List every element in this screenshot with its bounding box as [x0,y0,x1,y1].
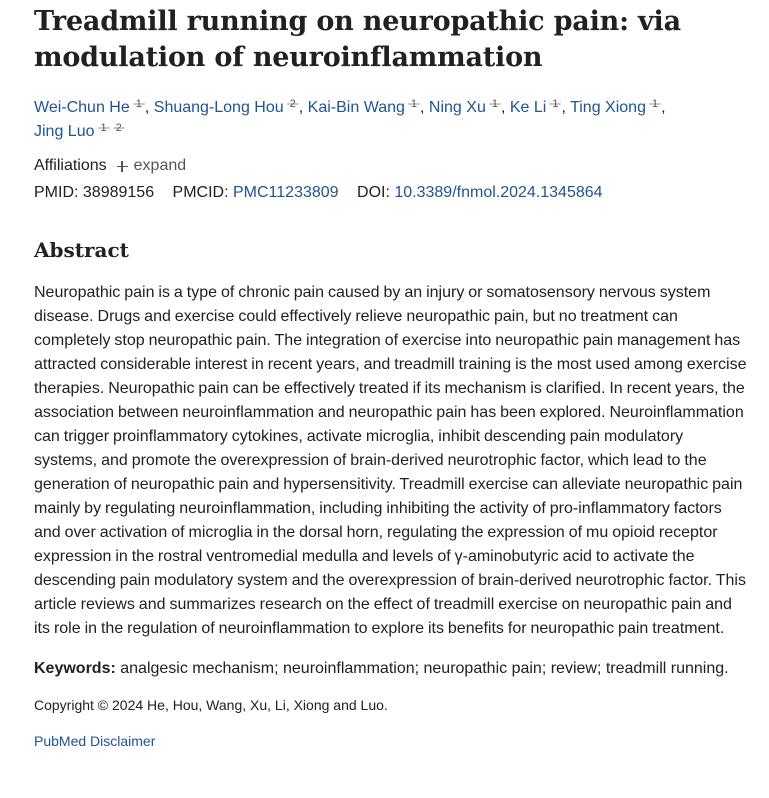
affiliations-label: Affiliations [34,157,107,174]
pmcid-label: PMCID: [172,184,229,201]
keywords-value: analgesic mechanism; neuroinflammation; neuropathic pain; review; treadmill running. [120,659,729,677]
expand-affiliations-button[interactable] [117,154,187,178]
pmcid-group [173,184,339,201]
affiliation-number[interactable]: 1 [549,103,561,105]
abstract-text: Neuropathic pain is a type of chronic pain caused by an injury or somatosensory nervous system disease. Drugs and exercise could effectively relieve neuropathic pain, but no treatment can completely stop neuropathic pain. The integration of exercise into neuropathic pain management has attracted considerable interest in recent years, and treadmill training is the most used among exercise therapies. Neuropathic pain can be effectively treated if its mechanism is clarified. In recent years, the association between neuroinflammation and neuropathic pain has been explored. Neuroinflammation can trigger proinflammatory cytokines, activate microglia, inhibit descending pain modulatory systems, and promote the overexpression of brain-derived neurotrophic factor, which lead to the generation of neuropathic pain and hypersensitivity. Treadmill exercise can alleviate neuropathic pain mainly by regulating neuroinflammation, including inhibiting the activity of pro-inflammatory factors and over activation of microglia in the dorsal horn, regulating the expression of mu opioid receptor expression in the rostral ventromedial medulla and levels of γ-aminobutyric acid to activate the descending pain modulatory system and the overexpression of brain-derived neurotrophic factor. This article reviews and summarizes research on the effect of treadmill exercise on neuropathic pain and its role in the regulation of neuroinflammation to explore its benefits for neuropathic pain treatment. [34,283,747,637]
author-link[interactable]: Jing Luo [34,123,95,140]
pmid-value: 38989156 [82,184,155,201]
author-link[interactable]: Wei-Chun He [34,99,130,116]
author-link[interactable]: Kai-Bin Wang [307,99,405,116]
affiliation-number[interactable]: 2 [113,127,125,129]
affiliation-number[interactable]: 1 [489,103,501,105]
author-item [570,99,661,116]
article-page [0,4,769,753]
pmid-label: PMID: [34,184,79,201]
plus-icon [117,161,128,172]
author-item [154,99,299,116]
affiliation-number[interactable]: 1 [408,103,420,105]
expand-label: expand [133,157,187,174]
doi-label: DOI: [357,184,390,201]
affiliation-number[interactable]: 1 [649,103,661,105]
author-link[interactable]: Ke Li [509,99,547,116]
affiliations-row [34,154,749,178]
author-item [34,123,125,140]
affiliation-number[interactable]: 2 [287,103,299,105]
identifiers-row [34,181,749,205]
abstract-heading: Abstract [34,238,129,262]
article-title: Treadmill running on neuropathic pain: via modulation of neuroinflammation [34,6,681,73]
affiliation-number[interactable]: 1 [98,127,110,129]
doi-link[interactable]: 10.3389/fnmol.2024.1345864 [394,184,603,201]
author-item [34,99,145,116]
pmid-group [34,184,154,201]
disclaimer-row [34,729,749,753]
author-item [510,99,562,116]
keywords-row [34,657,749,681]
author-link[interactable]: Ting Xiong [570,99,646,116]
author-list: Wei-Chun He $^1$ , Shuang-Long Hou $^2$ , Kai-Bin Wang $^1$ , Ning Xu $^1$ , Ke Li $^1$ , Ting Xiong $^1$ , Jing Luo $^{1 2}$ [34,98,666,140]
pmcid-link[interactable]: PMC11233809 [233,184,339,201]
doi-group [357,184,603,201]
pubmed-disclaimer-link[interactable]: PubMed Disclaimer [34,732,156,749]
affiliation-number[interactable]: 1 [133,103,145,105]
keywords-label: Keywords: [34,659,116,677]
copyright-notice: Copyright © 2024 He, Hou, Wang, Xu, Li, Xiong and Luo. [34,696,388,713]
author-link[interactable]: Shuang-Long Hou [153,99,284,116]
author-item [308,99,420,116]
author-item [429,99,501,116]
author-link[interactable]: Ning Xu [428,99,486,116]
